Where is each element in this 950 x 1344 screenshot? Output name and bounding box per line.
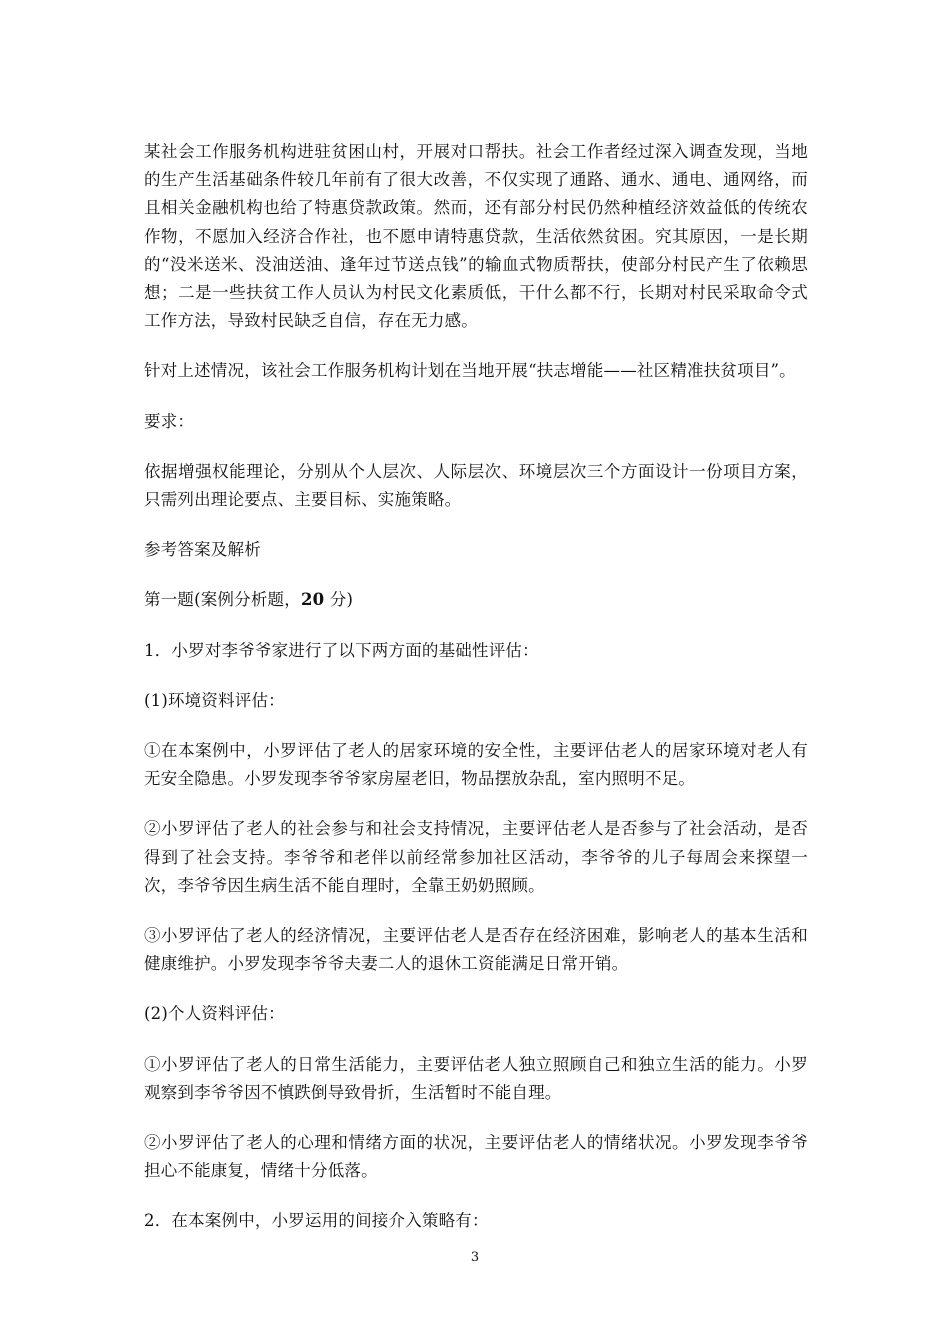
case-background-paragraph: 某社会工作服务机构进驻贫困山村，开展对口帮扶。社会工作者经过深入调查发现，当地的生产生活基础条件较几年前有了很大改善，不仅实现了通路、通水、通电、通网络，而且相关金融机构也给了特惠贷款政策。然而，还有部分村民仍然种植经济效益低的传统农作物，不愿加入经济合作社，也不愿申请特惠贷款，生活依然贫困。究其原因，一是长期的“没米送米、没油送油、逢年过节送点钱”的输血式物质帮扶，使部分村民产生了依赖思想；二是一些扶贫工作人员认为村民文化素质低，干什么都不行，长期对村民采取命令式工作方法，导致村民缺乏自信，存在无力感。 [144, 142, 808, 331]
requirement-heading: 要求： [144, 411, 195, 431]
question-title-prefix: 第一题(案例分析题， [144, 590, 301, 610]
project-plan-paragraph: 针对上述情况，该社会工作服务机构计划在当地开展“扶志增能——社区精准扶贫项目”。 [144, 361, 796, 381]
personal-point-1: ①小罗评估了老人的日常生活能力，主要评估老人独立照顾自己和独立生活的能力。小罗观察到李爷爷因不慎跌倒导致骨折，生活暂时不能自理。 [144, 1054, 808, 1102]
environment-assessment-heading: (1)环境资料评估： [144, 690, 285, 710]
question-title-suffix: 分) [324, 590, 354, 610]
personal-assessment-heading: (2)个人资料评估： [144, 1004, 285, 1024]
question-score: 20 [300, 590, 325, 610]
environment-point-1: ①在本案例中，小罗评估了老人的居家环境的安全性，主要评估老人的居家环境对老人有无安全隐患。小罗发现李爷爷家房屋老旧，物品摆放杂乱，室内照明不足。 [144, 741, 808, 789]
answer-heading: 参考答案及解析 [144, 540, 261, 560]
answer-item-1: 1．小罗对李爷爷家进行了以下两方面的基础性评估： [144, 640, 539, 660]
environment-point-3: ③小罗评估了老人的经济情况，主要评估老人是否存在经济困难，影响老人的基本生活和健康维护。小罗发现李爷爷夫妻二人的退休工资能满足日常开销。 [144, 926, 808, 974]
personal-point-2: ②小罗评估了老人的心理和情绪方面的状况，主要评估老人的情绪状况。小罗发现李爷爷担心不能康复，情绪十分低落。 [144, 1133, 808, 1181]
question-title [144, 586, 808, 614]
page-body [144, 138, 808, 1236]
requirement-paragraph: 依据增强权能理论，分别从个人层次、人际层次、环境层次三个方面设计一份项目方案，只需列出理论要点、主要目标、实施策略。 [144, 461, 808, 510]
environment-point-2: ②小罗评估了老人的社会参与和社会支持情况，主要评估老人是否参与了社会活动，是否得到了社会支持。李爷爷和老伴以前经常参加社区活动，李爷爷的儿子每周会来探望一次，李爷爷因生病生活不能自理时，全靠王奶奶照顾。 [144, 819, 808, 895]
answer-item-2: 2．在本案例中，小罗运用的间接介入策略有： [144, 1211, 489, 1231]
page-number: 3 [470, 1250, 480, 1265]
